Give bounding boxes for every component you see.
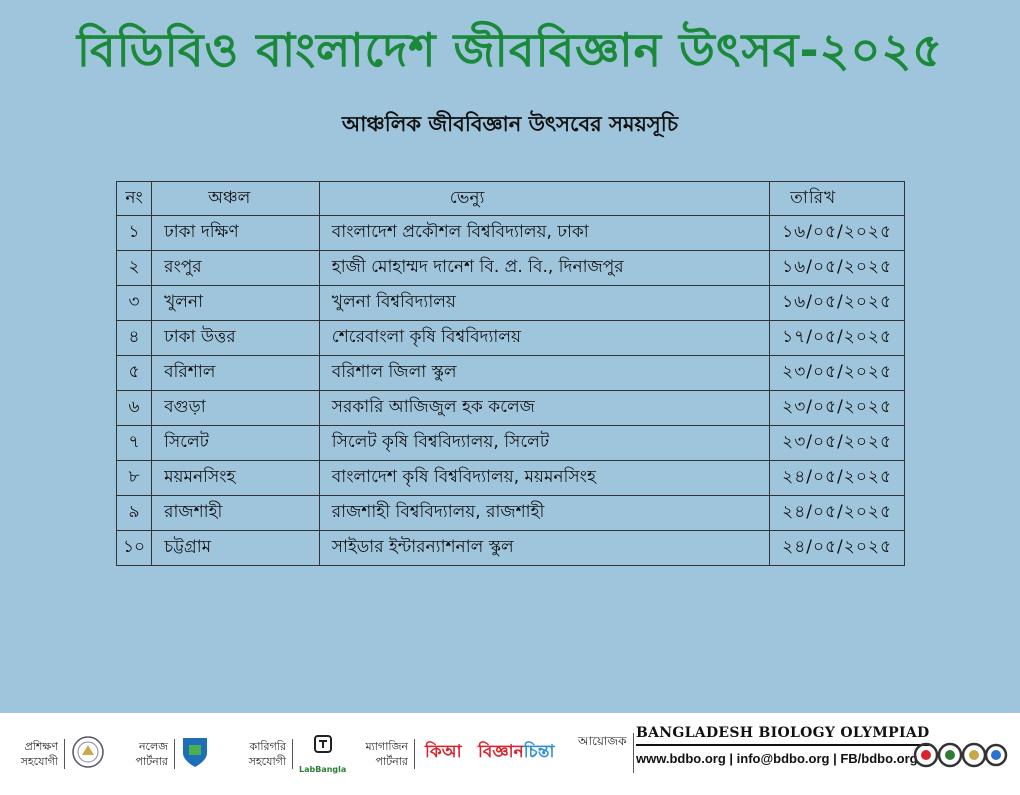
cell-date: ২৩/০৫/২০২৫ (770, 356, 905, 391)
cell-no: ৭ (117, 426, 152, 461)
cell-region: রাজশাহী (152, 496, 320, 531)
table-row (117, 531, 905, 566)
header-date: তারিখ (770, 182, 905, 216)
table-row (117, 286, 905, 321)
sponsor-knowledge (128, 713, 209, 795)
cell-region: সিলেট (152, 426, 320, 461)
labbangla-logo-text: LabBangla (299, 764, 347, 774)
cell-date: ১৬/০৫/২০২৫ (770, 216, 905, 251)
bigyan-magazine-logo (478, 739, 554, 767)
organizer-contact: www.bdbo.org | info@bdbo.org | FB/bdbo.org (636, 751, 918, 766)
university-seal-icon (71, 735, 105, 773)
table-row (117, 391, 905, 426)
cell-no: ৪ (117, 321, 152, 356)
sponsor-label: নলেজ পার্টনার (128, 739, 175, 769)
subtitle: আঞ্চলিক জীববিজ্ঞান উৎসবের সময়সূচি (341, 112, 679, 136)
cell-date: ২৩/০৫/২০২৫ (770, 426, 905, 461)
sponsor-technical (236, 713, 346, 795)
schedule-table (116, 181, 905, 566)
cell-region: রংপুর (152, 251, 320, 286)
table-row (117, 321, 905, 356)
table-row (117, 496, 905, 531)
table-row (117, 216, 905, 251)
header-no: নং (117, 182, 152, 216)
cell-date: ১৬/০৫/২০২৫ (770, 251, 905, 286)
cell-venue: বাংলাদেশ কৃষি বিশ্ববিদ্যালয়, ময়মনসিংহ (319, 461, 769, 496)
cell-venue: সাইডার ইন্টারন্যাশনাল স্কুল (319, 531, 769, 566)
cell-region: খুলনা (152, 286, 320, 321)
cell-date: ২৪/০৫/২০২৫ (770, 531, 905, 566)
sponsor-label: কারিগরি সহযোগী (236, 739, 293, 769)
sponsor-label: প্রশিক্ষণ সহযোগী (18, 739, 65, 769)
chinta-text: চিন্তা (523, 742, 555, 762)
organizer-label: আয়োজক (578, 733, 634, 773)
footer (0, 713, 1020, 795)
sponsor-training (18, 713, 105, 795)
header-region: অঞ্চল (152, 182, 320, 216)
cell-venue: শেরেবাংলা কৃষি বিশ্ববিদ্যালয় (319, 321, 769, 356)
sponsor-label: ম্যাগাজিন পার্টনার (350, 739, 415, 769)
bdbo-logo-icon (912, 733, 1008, 779)
table-row (117, 251, 905, 286)
cell-region: ঢাকা দক্ষিণ (152, 216, 320, 251)
sponsor-magazine (350, 713, 415, 795)
cell-no: ৮ (117, 461, 152, 496)
cell-venue: রাজশাহী বিশ্ববিদ্যালয়, রাজশাহী (319, 496, 769, 531)
cell-date: ১৭/০৫/২০২৫ (770, 321, 905, 356)
cell-region: ঢাকা উত্তর (152, 321, 320, 356)
cell-venue: হাজী মোহাম্মদ দানেশ বি. প্র. বি., দিনাজপুর (319, 251, 769, 286)
table-row (117, 356, 905, 391)
cell-date: ২৩/০৫/২০২৫ (770, 391, 905, 426)
organizer-block (636, 725, 929, 766)
cell-date: ২৪/০৫/২০২৫ (770, 496, 905, 531)
cell-venue: সরকারি আজিজুল হক কলেজ (319, 391, 769, 426)
cell-no: ১ (117, 216, 152, 251)
kia-magazine-logo: কিআ (425, 742, 462, 762)
cell-no: ৬ (117, 391, 152, 426)
table-header-row (117, 182, 905, 216)
cell-venue: খুলনা বিশ্ববিদ্যালয় (319, 286, 769, 321)
cell-date: ১৬/০৫/২০২৫ (770, 286, 905, 321)
cell-venue: বরিশাল জিলা স্কুল (319, 356, 769, 391)
table-row (117, 461, 905, 496)
organizer-name: BANGLADESH BIOLOGY OLYMPIAD (636, 725, 929, 746)
labbangla-logo-icon (299, 735, 346, 774)
cell-venue: বাংলাদেশ প্রকৌশল বিশ্ববিদ্যালয়, ঢাকা (319, 216, 769, 251)
cell-no: ২ (117, 251, 152, 286)
main-title: বিডিবিও বাংলাদেশ জীববিজ্ঞান উৎসব-২০২৫ (76, 23, 944, 77)
cell-no: ৩ (117, 286, 152, 321)
cell-no: ৯ (117, 496, 152, 531)
shield-crest-icon (181, 735, 209, 773)
cell-region: চট্টগ্রাম (152, 531, 320, 566)
cell-no: ১০ (117, 531, 152, 566)
table-row (117, 426, 905, 461)
header-venue: ভেন্যু (319, 182, 769, 216)
cell-date: ২৪/০৫/২০২৫ (770, 461, 905, 496)
cell-venue: সিলেট কৃষি বিশ্ববিদ্যালয়, সিলেট (319, 426, 769, 461)
cell-region: বরিশাল (152, 356, 320, 391)
cell-region: ময়মনসিংহ (152, 461, 320, 496)
cell-region: বগুড়া (152, 391, 320, 426)
bigyan-text: বিজ্ঞান (478, 742, 524, 762)
cell-no: ৫ (117, 356, 152, 391)
